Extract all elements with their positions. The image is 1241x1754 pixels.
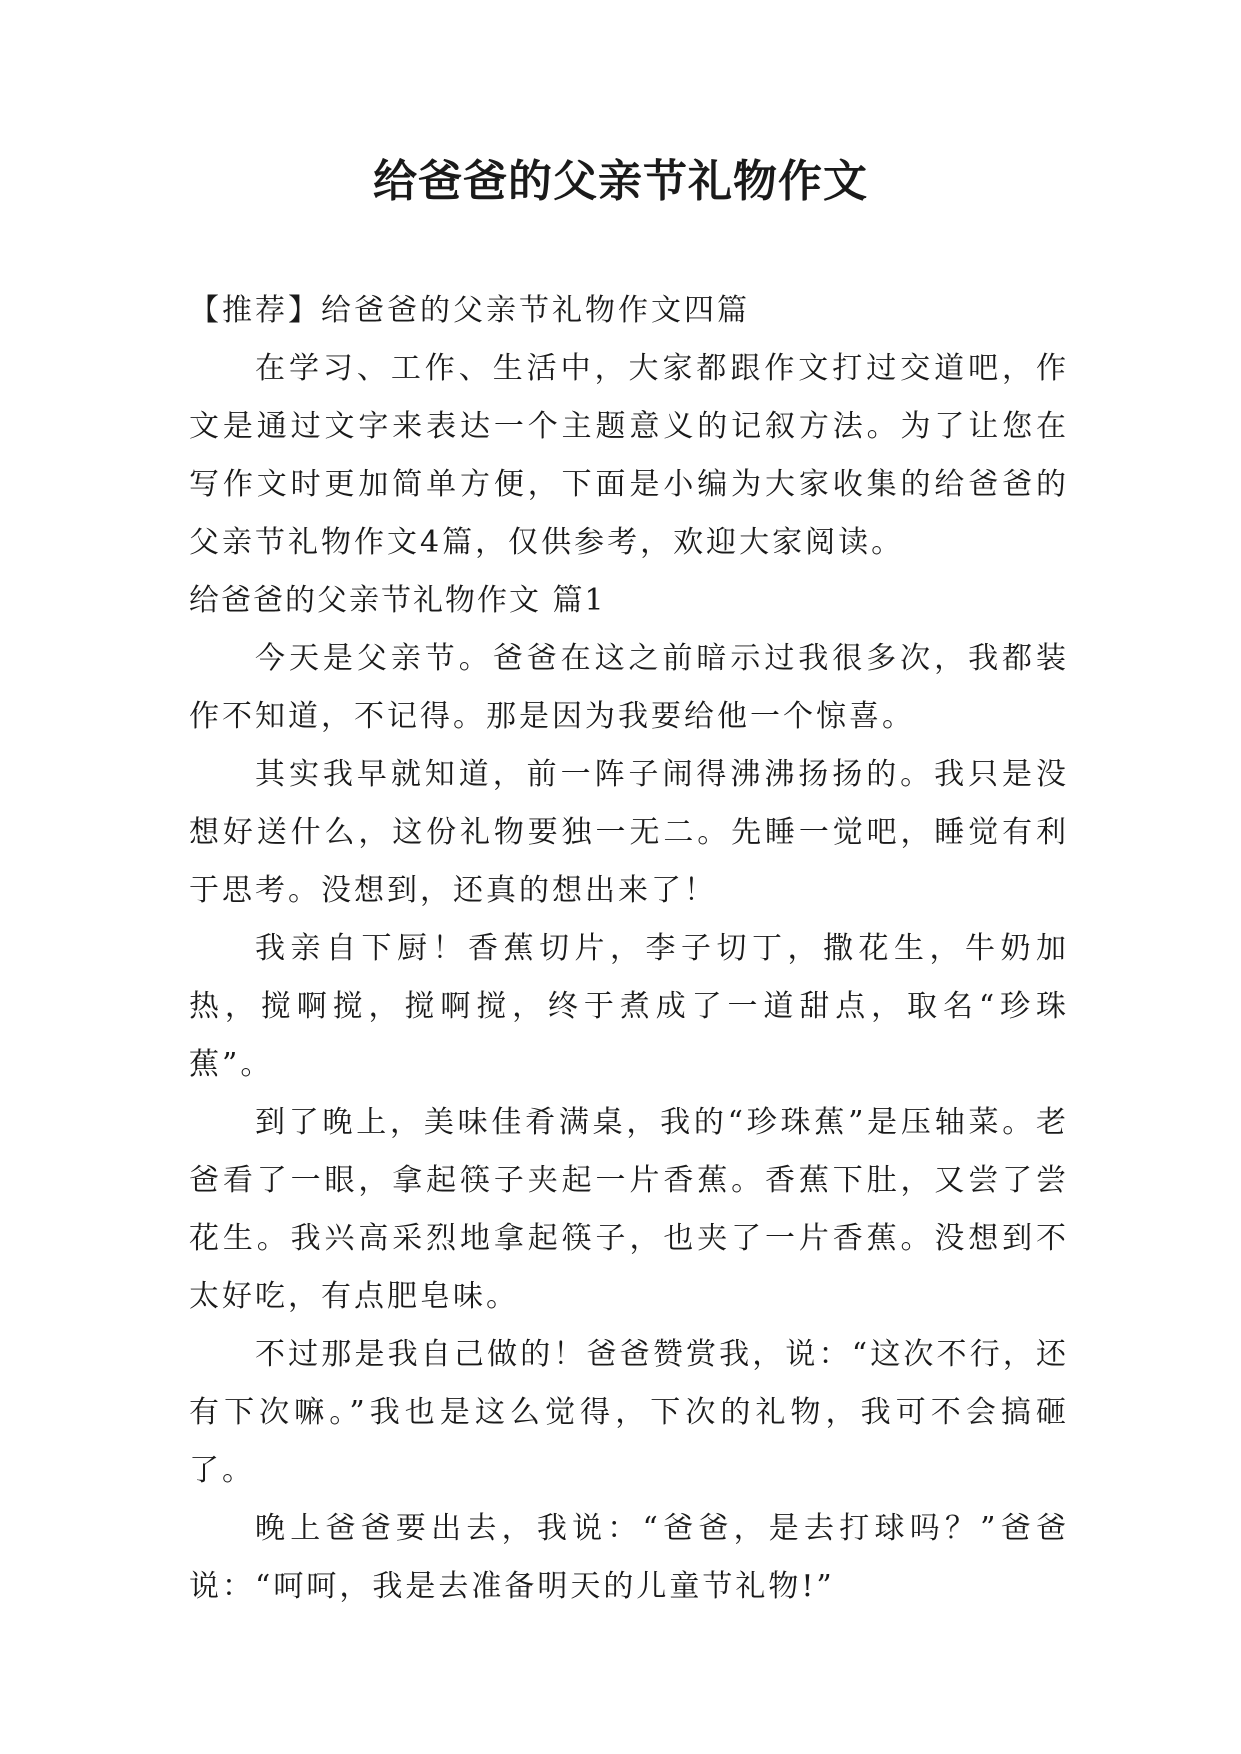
recommend-line: 【推荐】给爸爸的父亲节礼物作文四篇 xyxy=(189,293,750,328)
intro-paragraph: 在学习、工作、生活中，大家都跟作文打过交道吧，作文是通过文字来表达一个主题意义的记叙方法。为了让您在写作文时更加简单方便，下面是小编为大家收集的给爸爸的父亲节礼物作文4篇，仅供参考，欢迎大家阅读。 xyxy=(189,351,1069,560)
section-heading: 给爸爸的父亲节礼物作文 篇1 xyxy=(189,583,606,618)
body-paragraph-2: 其实我早就知道，前一阵子闹得沸沸扬扬的。我只是没想好送什么，这份礼物要独一无二。先睡一觉吧，睡觉有利于思考。没想到，还真的想出来了！ xyxy=(189,757,1069,908)
body-paragraph-1: 今天是父亲节。爸爸在这之前暗示过我很多次，我都装作不知道，不记得。那是因为我要给他一个惊喜。 xyxy=(189,641,1069,734)
body-paragraph-5: 不过那是我自己做的！爸爸赞赏我，说：“这次不行，还有下次嘛。”我也是这么觉得，下次的礼物，我可不会搞砸了。 xyxy=(189,1337,1069,1488)
body-paragraph-3: 我亲自下厨！香蕉切片，李子切丁，撒花生，牛奶加热，搅啊搅，搅啊搅，终于煮成了一道甜点，取名“珍珠蕉”。 xyxy=(189,931,1069,1082)
body-paragraph-4: 到了晚上，美味佳肴满桌，我的“珍珠蕉”是压轴菜。老爸看了一眼，拿起筷子夹起一片香蕉。香蕉下肚，又尝了尝花生。我兴高采烈地拿起筷子，也夹了一片香蕉。没想到不太好吃，有点肥皂味。 xyxy=(189,1105,1069,1314)
body-paragraph-6: 晚上爸爸要出去，我说：“爸爸，是去打球吗？”爸爸说：“呵呵，我是去准备明天的儿童节礼物!” xyxy=(189,1511,1069,1604)
document-body xyxy=(189,282,1069,1616)
document-title: 给爸爸的父亲节礼物作文 xyxy=(373,156,868,207)
